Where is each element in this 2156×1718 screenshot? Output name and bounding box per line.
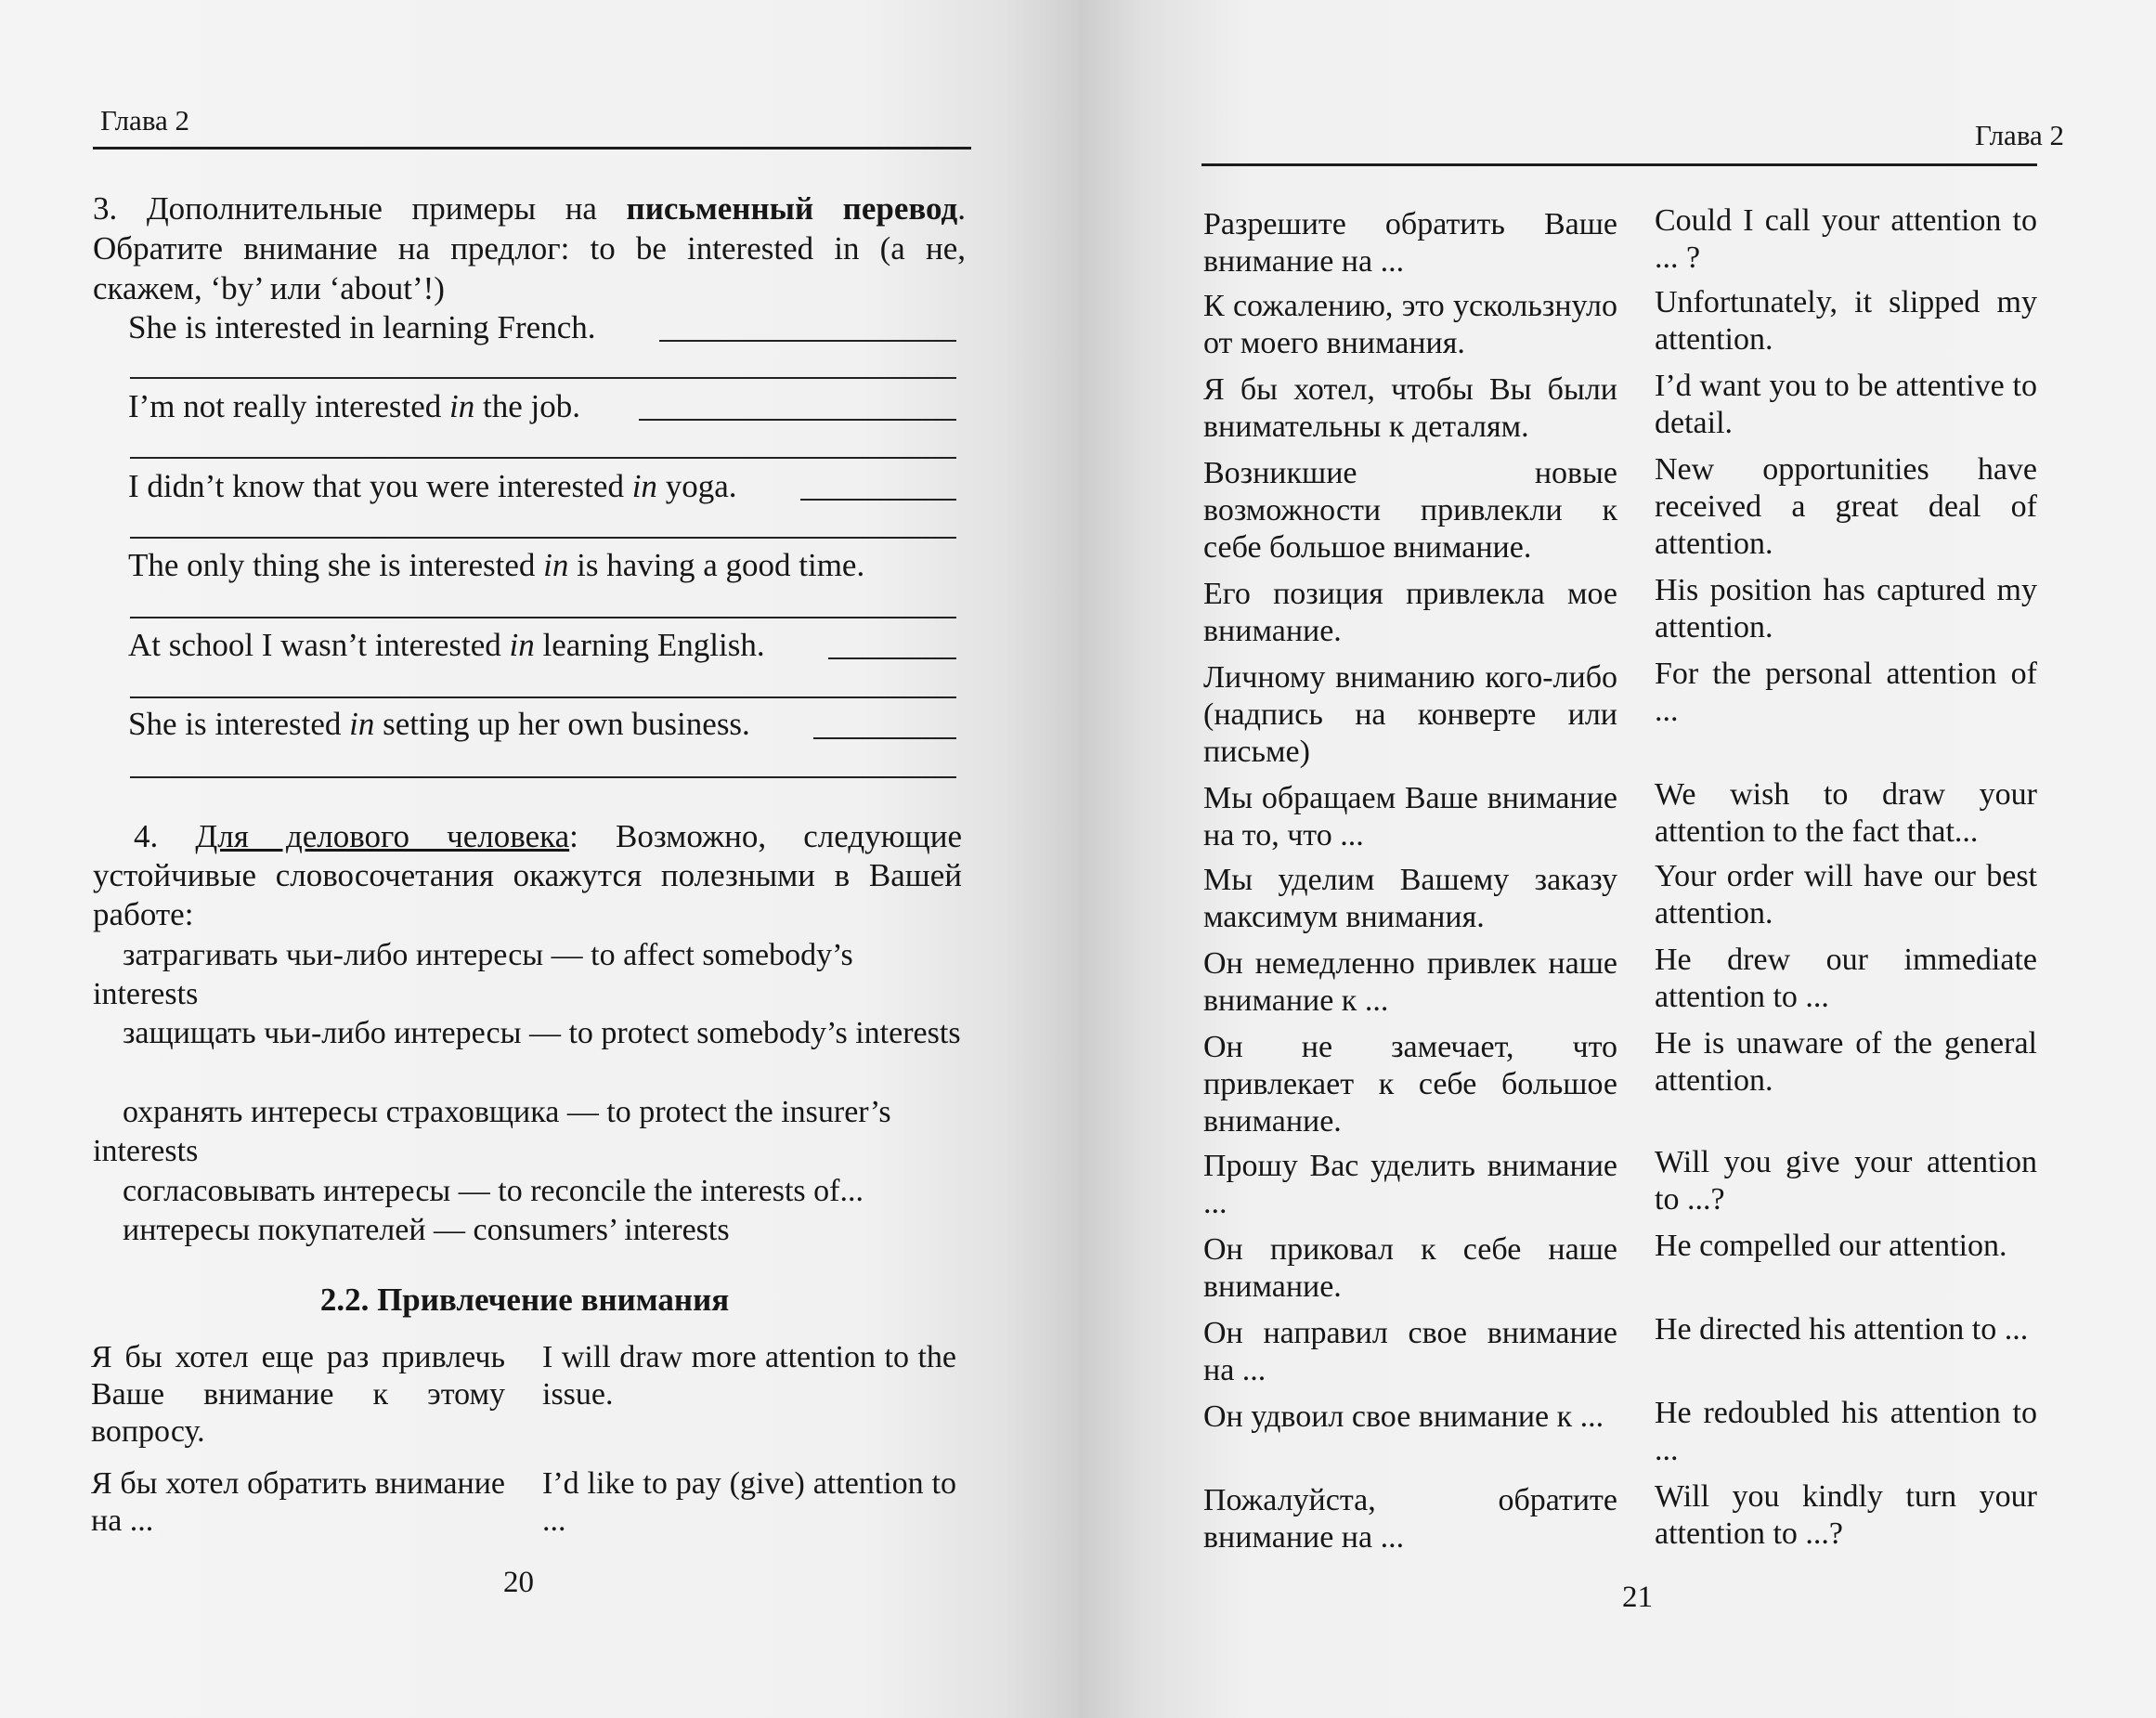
phrase-ru: Возникшие новые возможности привлекли к себе большое внимание.: [1203, 456, 1617, 565]
example-sentence: The only thing she is interested in is having a good time.: [128, 547, 865, 583]
phrase-ru: Он не замечает, что привлекает к себе большое внимание.: [1203, 1030, 1617, 1139]
phrase-ru: Личному вниманию кого-либо (надпись на конверте или письме): [1203, 660, 1617, 769]
phrase-en: I will draw more attention to the issue.: [542, 1340, 956, 1412]
phrase-ru: Пожалуйста, обратите внимание на ...: [1203, 1483, 1617, 1555]
answer-line[interactable]: [813, 737, 956, 739]
page-number: 21: [1622, 1581, 1653, 1614]
phrase-en: I’d like to pay (give) attention to ...: [542, 1466, 956, 1538]
phrase-ru: Мы уделим Вашему заказу максимум внимания.: [1203, 863, 1617, 934]
phrase-en: He is unaware of the general attention.: [1655, 1026, 2037, 1098]
example-sentence: I didn’t know that you were interested in yoga.: [128, 468, 737, 504]
example-sentence: She is interested in learning French.: [128, 309, 596, 345]
phrase-en: His position has captured my attention.: [1655, 573, 2037, 644]
answer-line[interactable]: [800, 499, 956, 501]
example-sentence: She is interested in setting up her own business.: [128, 706, 750, 742]
phrase-ru: Я бы хотел обратить внимание на ...: [91, 1466, 505, 1538]
phrase-en: Will you give your attention to ...?: [1655, 1145, 2037, 1217]
phrase-item: защищать чьи-либо интересы — to protect somebody’s interests: [123, 1016, 961, 1050]
example-sentence: I’m not really interested in the job.: [128, 388, 580, 424]
phrase-en: He redoubled his attention to ...: [1655, 1396, 2037, 1467]
answer-line[interactable]: [828, 657, 956, 659]
answer-line[interactable]: [659, 340, 956, 342]
exercise-3-emphasis: письменный перевод: [626, 190, 958, 227]
phrase-en: He directed his attention to ...: [1655, 1312, 2029, 1347]
page-number: 20: [503, 1566, 534, 1599]
phrase-ru: Его позиция привлекла мое внимание.: [1203, 577, 1617, 648]
exercise-3-instructions: 3. Дополнительные примеры на письменный перевод. Обратите внимание на предлог: to be interested in (а не, скажем, ‘by’ или ‘about’!): [93, 190, 966, 306]
phrase-ru: Прошу Вас уделить внимание ...: [1203, 1149, 1617, 1220]
phrase-item: охранять интересы страховщика — to protect the insurer’s interests: [93, 1095, 891, 1168]
phrase-item: интересы покупателей — consumers’ interests: [123, 1213, 730, 1247]
answer-line[interactable]: [639, 419, 956, 421]
exercise-4-intro: 4. Для делового человека: Возможно, следующие устойчивые словосочетания окажутся полезными в Вашей работе:: [93, 818, 962, 932]
phrase-en: Unfortunately, it slipped my attention.: [1655, 285, 2037, 357]
phrase-en: Your order will have our best attention.: [1655, 859, 2037, 931]
phrase-ru: Мы обращаем Ваше внимание на то, что ...: [1203, 781, 1617, 852]
phrase-ru: Он приковал к себе наше внимание.: [1203, 1232, 1617, 1304]
header-rule: [1201, 163, 2037, 166]
phrase-item: затрагивать чьи-либо интересы — to affect somebody’s interests: [93, 938, 853, 1011]
answer-line[interactable]: [130, 696, 956, 698]
answer-line[interactable]: [130, 457, 956, 459]
answer-line[interactable]: [130, 537, 956, 539]
phrase-item: согласовывать интересы — to reconcile the interests of...: [123, 1174, 864, 1208]
phrase-ru: Я бы хотел еще раз привлечь Ваше внимание к этому вопросу.: [91, 1340, 505, 1449]
example-sentence: At school I wasn’t interested in learning English.: [128, 627, 765, 663]
section-title: 2.2. Привлечение внимания: [319, 1282, 730, 1318]
phrase-ru: Разрешите обратить Ваше внимание на ...: [1203, 207, 1617, 279]
phrase-en: He drew our immediate attention to ...: [1655, 943, 2037, 1014]
phrase-en: We wish to draw your attention to the fact that...: [1655, 777, 2037, 849]
phrase-ru: Он немедленно привлек наше внимание к ...: [1203, 946, 1617, 1018]
phrase-en: New opportunities have received a great deal of attention.: [1655, 452, 2037, 561]
answer-line[interactable]: [130, 377, 956, 379]
phrase-ru: Я бы хотел, чтобы Вы были внимательны к деталям.: [1203, 372, 1617, 444]
phrase-ru: Он удвоил свое внимание к ...: [1203, 1399, 1604, 1434]
answer-line[interactable]: [130, 776, 956, 778]
phrase-ru: К сожалению, это ускользнуло от моего внимания.: [1203, 289, 1617, 360]
right-page: [1079, 0, 2156, 1718]
phrase-en: He compelled our attention.: [1655, 1229, 2007, 1263]
business-heading: Для делового человека: [195, 818, 570, 854]
phrase-en: I’d want you to be attentive to detail.: [1655, 369, 2037, 440]
answer-line[interactable]: [130, 617, 956, 618]
running-head: Глава 2: [1975, 119, 2065, 151]
header-rule: [93, 147, 971, 150]
phrase-en: Could I call your attention to ... ?: [1655, 203, 2037, 275]
phrase-ru: Он направил свое внимание на ...: [1203, 1316, 1617, 1387]
phrase-en: Will you kindly turn your attention to ...?: [1655, 1479, 2037, 1551]
phrase-en: For the personal attention of ...: [1655, 657, 2037, 728]
running-head: Глава 2: [100, 104, 190, 137]
